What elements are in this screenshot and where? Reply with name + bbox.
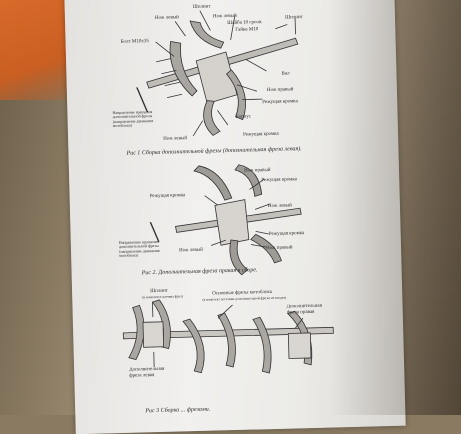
caption-fig1: Рис 1 Сборка дополнительной фрезы (дополнительная фреза левая).	[125, 145, 301, 157]
label2-nozh-pravyi: Нож правый	[244, 168, 271, 174]
label-nozh-levyi-bottom: Нож левый	[163, 136, 187, 142]
label2-nozh-levyi: Нож левый	[179, 248, 203, 254]
label-shaiba: Шайба 10 гроов.	[227, 20, 262, 26]
label3-shplint: Шплинт	[150, 289, 169, 294]
caption-fig2: Рис 2. Дополнительная фреза правая в сборе.	[141, 266, 258, 276]
label-rezhush-kromka2: Режущая кромка	[243, 132, 279, 138]
label3-dop-pravaya-box	[287, 304, 327, 321]
label2-napravlenie-box	[119, 239, 180, 271]
label-rezhush-kromka: Режущая кромка	[262, 99, 298, 105]
label3-osnovnye-sub: (в комплект поставки дополнительной фрезы не входят)	[202, 296, 287, 302]
label-korpus: Корпус	[236, 114, 252, 119]
label2-nozh-levyi-right: Нож левый	[268, 203, 292, 209]
label-shplint: Шплинт	[193, 4, 212, 9]
label-nozh-levyi-top: Нож левый	[155, 15, 179, 21]
label3-shplint-sub: (в комплекте датчика фрез)	[142, 294, 183, 299]
label3-osnovnye: Основные фрезы мотоблока	[212, 290, 273, 297]
label-gaika: Гайка М10	[235, 27, 259, 33]
blade-2-drawing	[194, 165, 232, 201]
label-shplint2: Шплинт	[285, 15, 304, 20]
label-val: Вал	[281, 71, 290, 76]
label3-dop-pravaya: Дополнительная фреза правая	[287, 304, 327, 316]
label-bolt: Болт М10х35	[121, 39, 150, 45]
label2-rezhush-kromka-left: Режущая кромка	[150, 193, 186, 199]
label-napravlenie: Направление вращения дополнительной фрезы (направление движения мотоблока)	[112, 109, 172, 128]
label3-dop-levaya-box	[129, 367, 174, 384]
label2-nozh-pravyi-bottom: Нож правый	[266, 245, 293, 251]
label2-rezhush-kromka-top: Режущая кромка	[261, 177, 297, 183]
label2-rezhush-kromka-right: Режущая кромка	[269, 231, 305, 237]
label-nozh-pravyi: Нож правый	[267, 87, 294, 93]
label-nozh-levyi-top2: Нож левый	[213, 14, 237, 20]
label2-napravlenie: Направление вращения дополнительной фрезы (направление движения мотоблока)	[119, 239, 179, 258]
caption-fig3: Рис 3 Сборка ... фрезами.	[144, 406, 210, 415]
label3-dop-levaya: Дополнительная фреза левая	[129, 367, 174, 379]
